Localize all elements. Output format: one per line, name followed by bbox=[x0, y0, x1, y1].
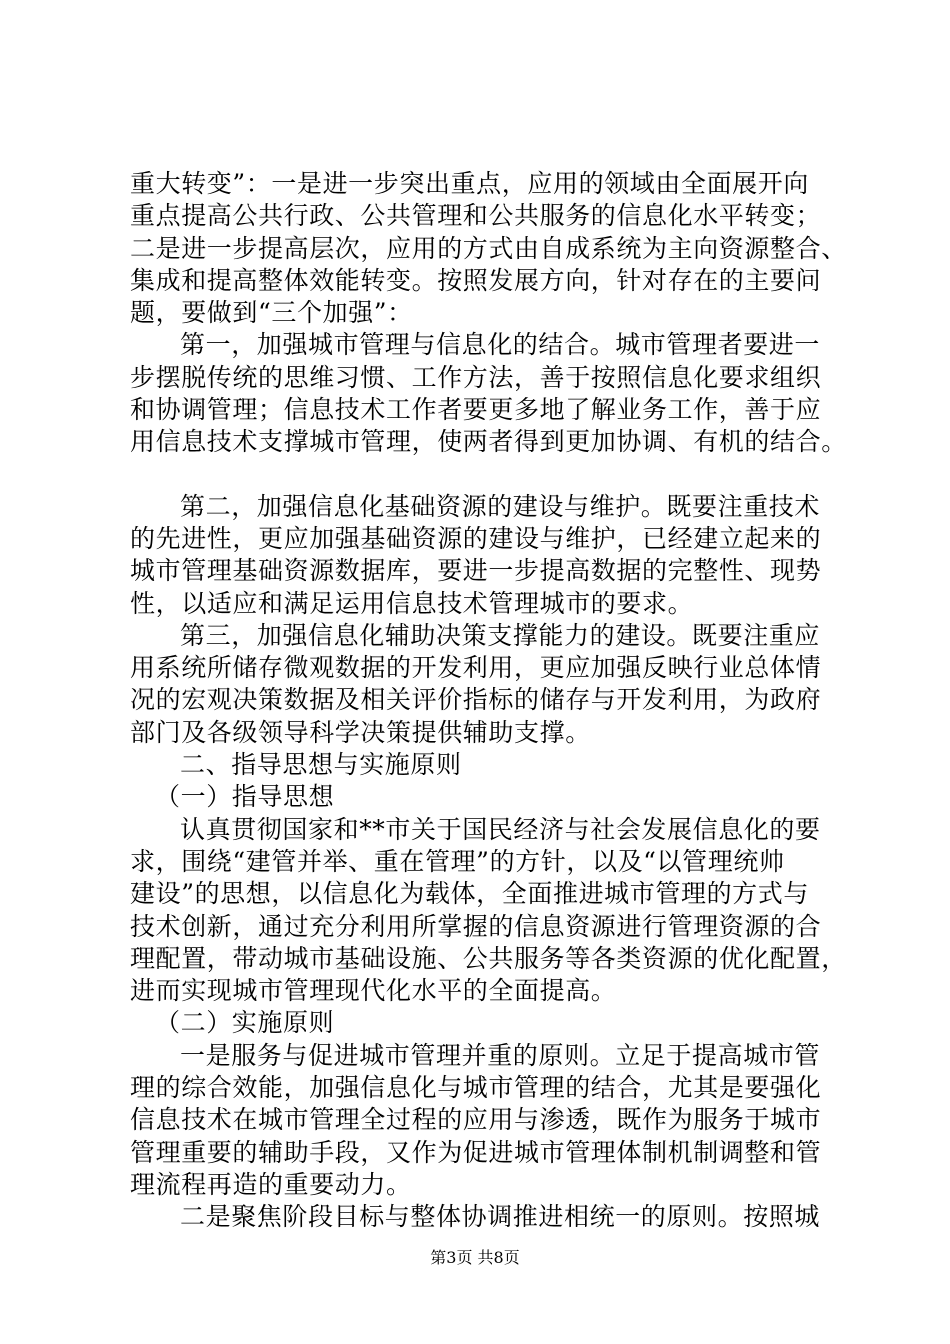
paragraph-line: 认真贯彻国家和**市关于国民经济与社会发展信息化的要 bbox=[180, 814, 821, 844]
paragraph-line: 管理重要的辅助手段，又作为促进城市管理体制机制调整和管 bbox=[130, 1137, 822, 1167]
paragraph-line: 技术创新，通过充分利用所掌握的信息资源进行管理资源的合 bbox=[130, 911, 822, 941]
paragraph-line: 建设”的思想，以信息化为载体，全面推进城市管理的方式与 bbox=[130, 879, 809, 909]
paragraph-line: 重大转变”：一是进一步突出重点，应用的领域由全面展开向 bbox=[130, 169, 809, 198]
paragraph-line: 一是服务与促进城市管理并重的原则。立足于提高城市管 bbox=[180, 1040, 821, 1070]
paragraph-gap bbox=[130, 459, 830, 491]
paragraph-line: 进而实现城市管理现代化水平的全面提高。 bbox=[130, 976, 617, 1006]
paragraph-line: 第一，加强城市管理与信息化的结合。城市管理者要进一 bbox=[180, 330, 821, 360]
paragraph-line: 理配置，带动城市基础设施、公共服务等各类资源的优化配置， bbox=[130, 943, 847, 973]
paragraph-line: 和协调管理；信息技术工作者要更多地了解业务工作，善于应 bbox=[130, 395, 822, 425]
paragraph-line: 题，要做到“三个加强”： bbox=[130, 298, 413, 328]
page-footer: 第3页 共8页 bbox=[430, 1248, 520, 1267]
paragraph-line: 重点提高公共行政、公共管理和公共服务的信息化水平转变； bbox=[130, 201, 822, 231]
paragraph-line: 用信息技术支撑城市管理，使两者得到更加协调、有机的结合。 bbox=[130, 427, 847, 457]
paragraph-line: 用系统所储存微观数据的开发利用，更应加强反映行业总体情 bbox=[130, 653, 822, 683]
paragraph-line: 求，围绕“建管并举、重在管理”的方针，以及“以管理统帅 bbox=[130, 846, 785, 876]
paragraph-line: 步摆脱传统的思维习惯、工作方法，善于按照信息化要求组织 bbox=[130, 362, 822, 392]
paragraph-line: 理的综合效能，加强信息化与城市管理的结合，尤其是要强化 bbox=[130, 1073, 822, 1103]
paragraph-line: 性，以适应和满足运用信息技术管理城市的要求。 bbox=[130, 588, 694, 618]
paragraph-line: 的先进性，更应加强基础资源的建设与维护，已经建立起来的 bbox=[130, 523, 822, 553]
paragraph-line: 况的宏观决策数据及相关评价指标的储存与开发利用，为政府 bbox=[130, 685, 822, 715]
paragraph-line: 第二，加强信息化基础资源的建设与维护。既要注重技术 bbox=[180, 491, 821, 521]
section-heading: 二、指导思想与实施原则 bbox=[180, 750, 462, 780]
paragraph-line: 第三，加强信息化辅助决策支撑能力的建设。既要注重应 bbox=[180, 620, 821, 650]
subsection-heading: （二）实施原则 bbox=[155, 1008, 335, 1038]
paragraph-line: 集成和提高整体效能转变。按照发展方向，针对存在的主要问 bbox=[130, 265, 822, 295]
document-body bbox=[130, 168, 847, 1234]
paragraph-line: 信息技术在城市管理全过程的应用与渗透，既作为服务于城市 bbox=[130, 1105, 822, 1135]
paragraph-line: 部门及各级领导科学决策提供辅助支撑。 bbox=[130, 717, 591, 747]
paragraph-line: 城市管理基础资源数据库，要进一步提高数据的完整性、现势 bbox=[130, 556, 822, 586]
paragraph-line: 二是聚焦阶段目标与整体协调推进相统一的原则。按照城 bbox=[180, 1202, 821, 1232]
paragraph-line: 二是进一步提高层次，应用的方式由自成系统为主向资源整合、 bbox=[130, 233, 847, 263]
subsection-heading: （一）指导思想 bbox=[155, 782, 335, 812]
paragraph-line: 理流程再造的重要动力。 bbox=[130, 1169, 412, 1199]
